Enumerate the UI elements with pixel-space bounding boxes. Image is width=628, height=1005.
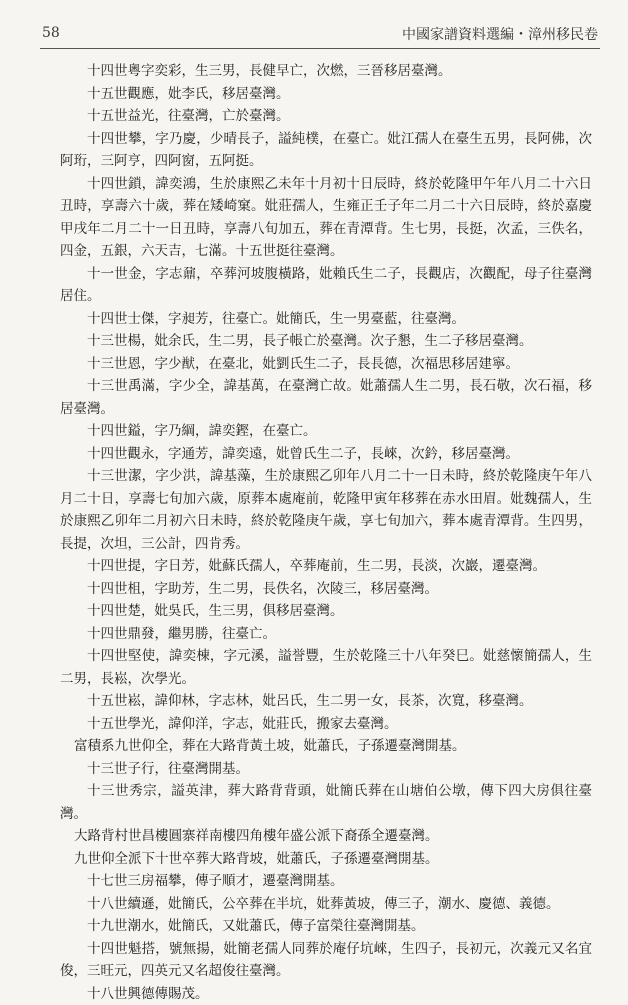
paragraph: 十四世鼎發，繼男勝，往臺亡。 — [60, 623, 592, 646]
paragraph: 十四世堅使，諱奕棟，字元溪，謚誉豐，生於乾隆三十八年癸巳。妣慈懷簡孺人，生二男，長崧，次學光。 — [60, 645, 592, 690]
paragraph: 十四世鎖，諱奕鴻，生於康熙乙未年十月初十日辰時，終於乾隆甲午年八月二十六日丑時，享壽六十歲，葬在矮崎窠。妣莊孺人，生雍正壬子年二月二十六日辰時，終於嘉慶甲戌年二月二十一日丑時，享壽八旬加五，葬在青潭背。生七男，長挺，次孟，三佚名，四金，五銀，六天吉，七滿。十五世挺往臺灣。 — [60, 173, 592, 263]
paragraph: 十五世觀應，妣李氏，移居臺灣。 — [60, 83, 592, 106]
paragraph: 十三世楊，妣余氏，生二男，長子帳亡於臺灣。次子懇，生二子移居臺灣。 — [60, 330, 592, 353]
paragraph: 十三世秀宗，謚英津，葬大路背背頭，妣簡氏葬在山塘伯公墩，傳下四大房俱往臺灣。 — [60, 780, 592, 825]
body-text — [60, 60, 592, 1005]
paragraph: 大路背村世昌樓圓寨祥南樓四角樓年盛公派下裔孫全遷臺灣。 — [60, 825, 592, 848]
running-title: 中國家譜資料選編・漳州移民卷 — [402, 24, 598, 44]
paragraph: 十四世攀，字乃慶，少晴長子，謚純樸，在臺亡。妣江孺人在臺生五男，長阿佛，次阿珩，三阿亨，四阿窗，五阿挺。 — [60, 128, 592, 173]
page-header — [40, 22, 600, 49]
paragraph: 十四世楚，妣吳氏，生三男，俱移居臺灣。 — [60, 600, 592, 623]
paragraph: 十四世柤，字助芳，生二男，長佚名，次陵三，移居臺灣。 — [60, 578, 592, 601]
paragraph: 十八世興德傳賜茂。 — [60, 983, 592, 1005]
paragraph: 十四世粵字奕彩，生三男，長健早亡，次燃，三晉移居臺灣。 — [60, 60, 592, 83]
paragraph: 九世仰全派下十世卒葬大路背坡，妣蕭氏，子孫遷臺灣開基。 — [60, 848, 592, 871]
paragraph: 富積系九世仰全，葬在大路背黃土坡，妣蕭氏，子孫遷臺灣開基。 — [60, 735, 592, 758]
paragraph: 十一世金，字志鼐，卒葬河坡腹橫路，妣賴氏生二子，長觀店，次觀配，母子往臺灣居住。 — [60, 263, 592, 308]
page-number: 58 — [42, 25, 60, 41]
paragraph: 十三世恩，字少猷，在臺北，妣劉氏生二子，長長德，次福思移居建寧。 — [60, 353, 592, 376]
paragraph: 十三世禹滿，字少全，諱基萬，在臺灣亡故。妣蕭孺人生二男，長石敬，次石福，移居臺灣。 — [60, 375, 592, 420]
paragraph: 十四世觀永，字通芳，諱奕遠，妣曾氏生二子，長崍，次鈐，移居臺灣。 — [60, 443, 592, 466]
paragraph: 十四世士傑，字昶芳，往臺亡。妣簡氏，生一男臺藍，往臺灣。 — [60, 308, 592, 331]
paragraph: 十五世崧，諱仰林，字志林，妣呂氏，生二男一女，長茶，次寬，移臺灣。 — [60, 690, 592, 713]
paragraph: 十三世子行，往臺灣開基。 — [60, 758, 592, 781]
paragraph: 十五世學光，諱仰洋，字志，妣莊氏，搬家去臺灣。 — [60, 713, 592, 736]
paragraph: 十九世潮水，妣簡氏，又妣蕭氏，傳子富榮往臺灣開基。 — [60, 915, 592, 938]
paragraph: 十四世提，字日芳，妣蘇氏孺人，卒葬庵前，生二男，長淡，次巖，遷臺灣。 — [60, 555, 592, 578]
paragraph: 十三世潔，字少洪，諱基藻，生於康熙乙卯年八月二十一日未時，終於乾隆庚午年八月二十日，享壽七旬加六歲，原葬本處庵前，乾隆甲寅年移葬在赤水田眉。妣魏孺人，生於康熙乙卯年二月初六日未時，終於乾隆庚午歲，享七旬加六，葬本處青潭背。生四男，長提，次坦，三公計，四肯秀。 — [60, 465, 592, 555]
paragraph: 十八世續遜，妣簡氏，公卒葬在半坑，妣葬黃坡，傳三子，潮水、慶德、義德。 — [60, 893, 592, 916]
paragraph: 十四世魁搭，號無揚，妣簡老孺人同葬於庵仔坑崍，生四子，長初元，次義元又名宜俊，三旺元，四英元又名超俊往臺灣。 — [60, 938, 592, 983]
paragraph: 十七世三房福攀，傳子順才，遷臺灣開基。 — [60, 870, 592, 893]
paragraph: 十五世益光，往臺灣，亡於臺灣。 — [60, 105, 592, 128]
paragraph: 十四世鎰，字乃綱，諱奕鏗，在臺亡。 — [60, 420, 592, 443]
